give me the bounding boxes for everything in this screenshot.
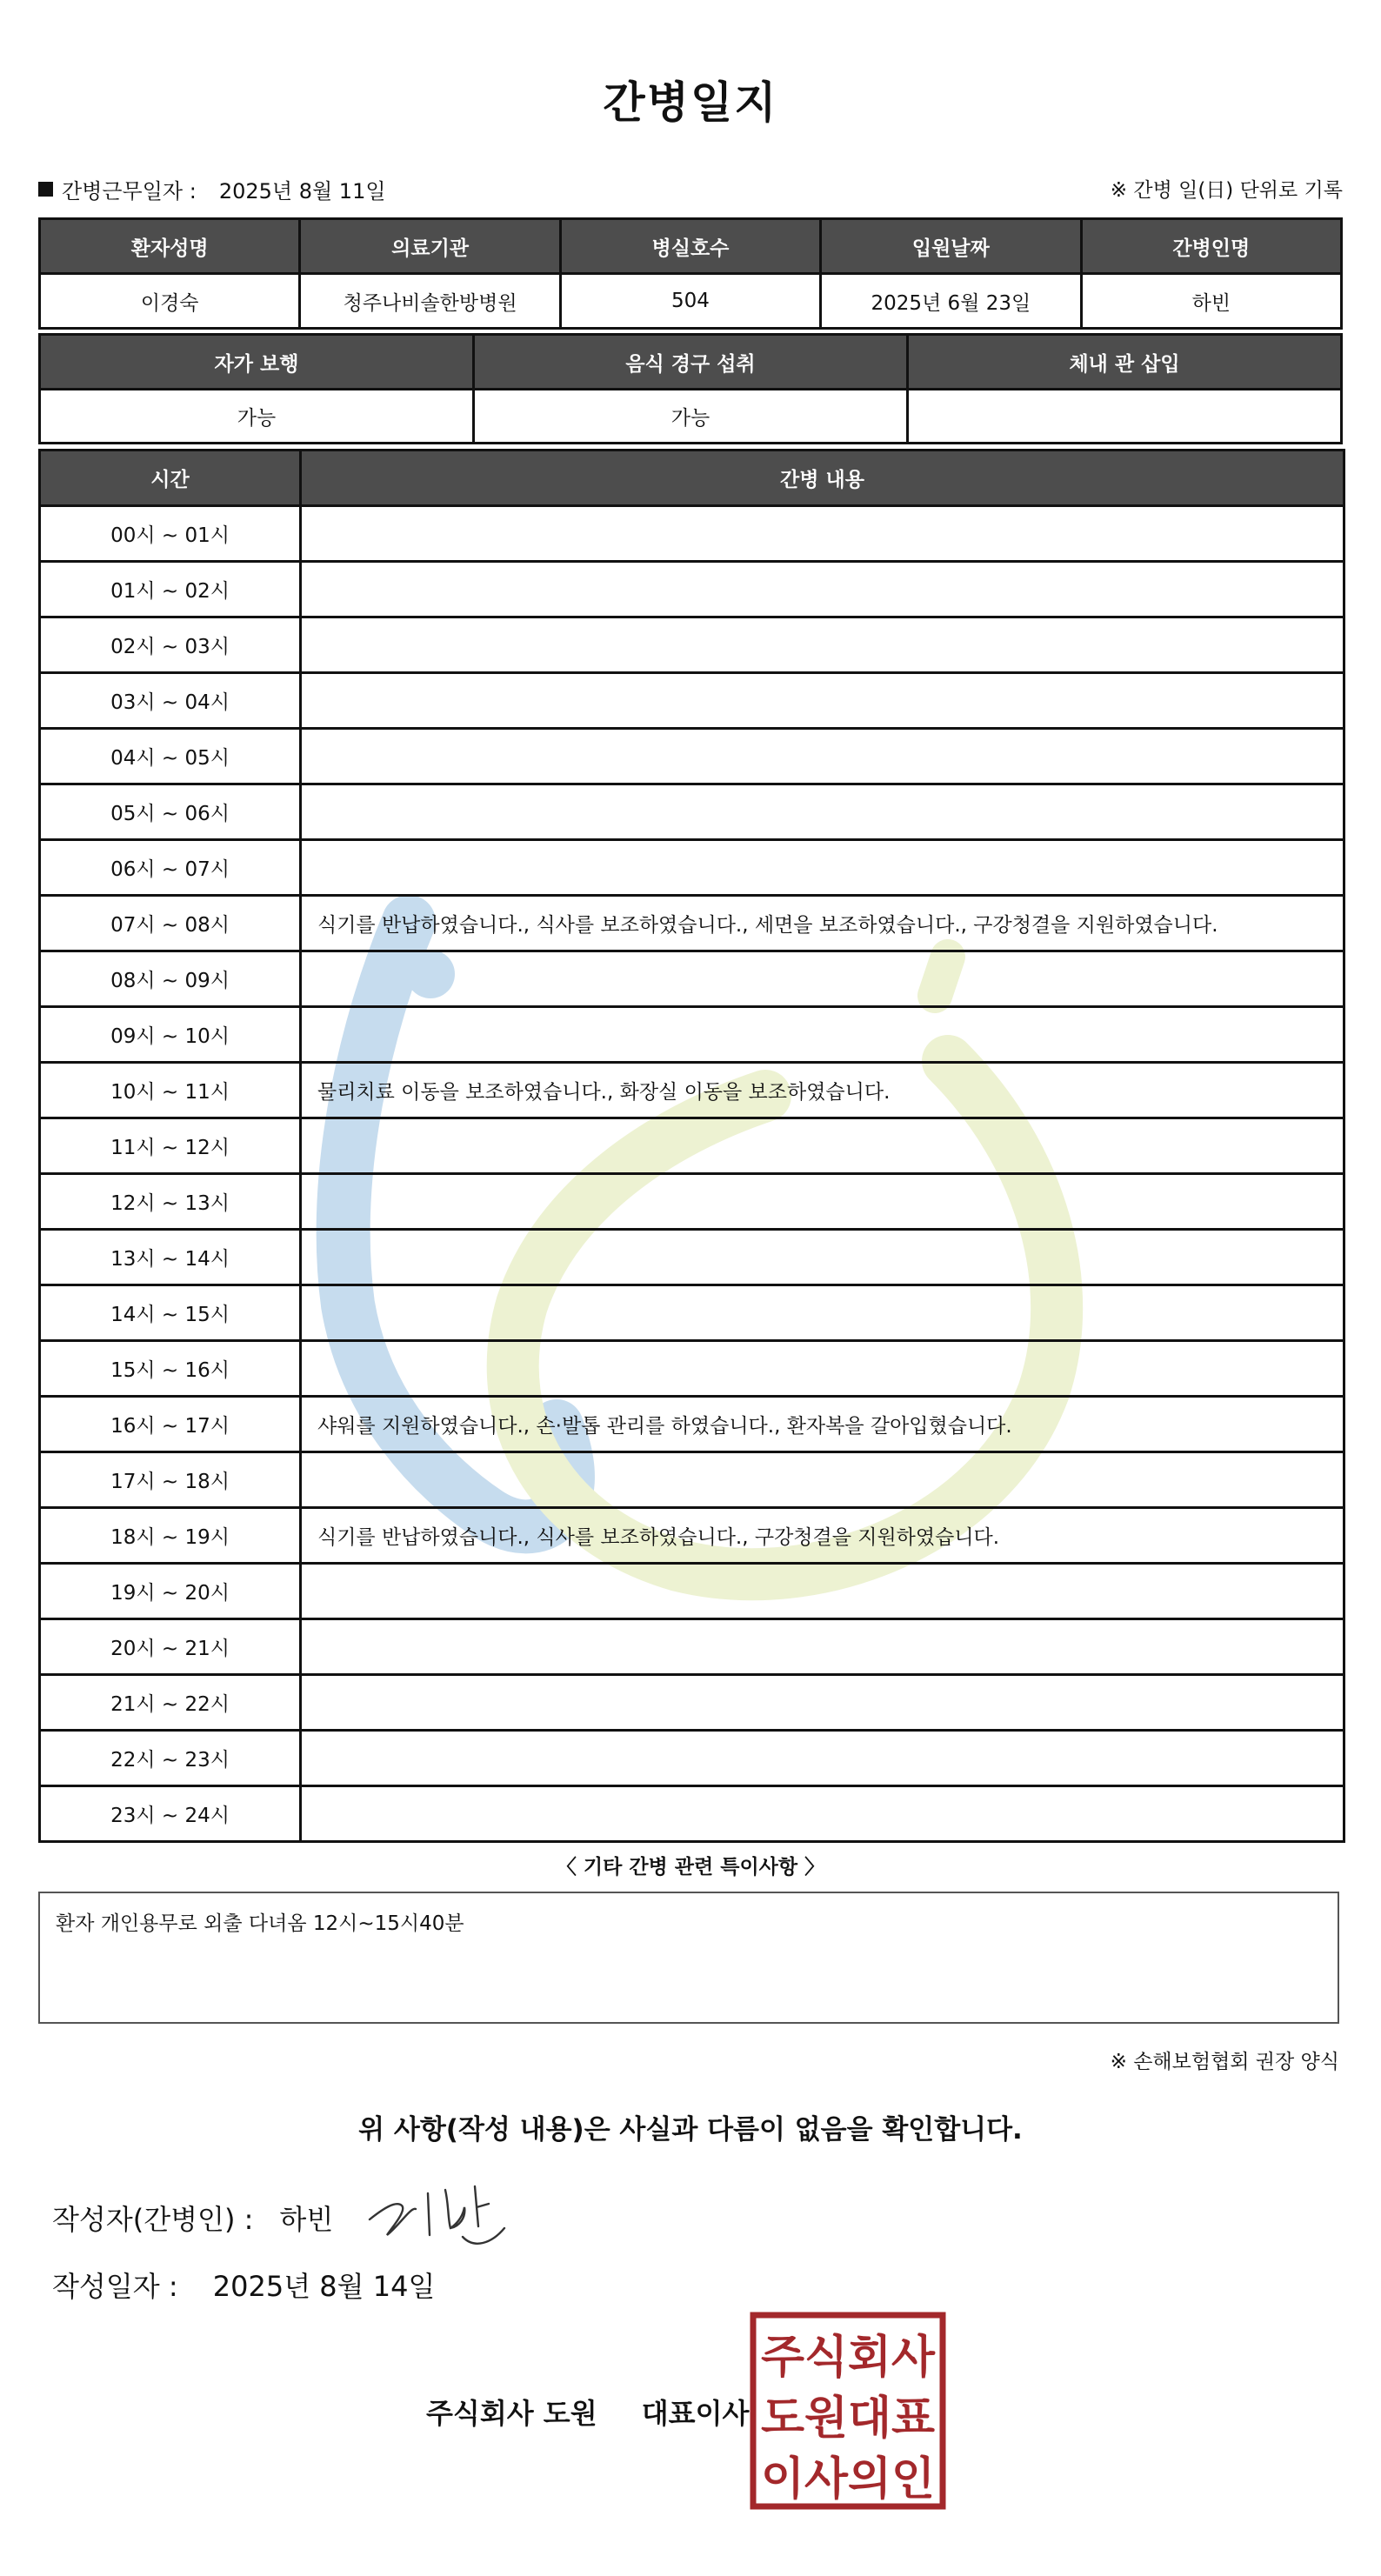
remarks-heading: 〈 기타 간병 관련 특이사항 〉 <box>556 1856 825 1879</box>
care-log-note <box>301 1285 1344 1341</box>
care-log-row <box>40 562 1344 617</box>
care-log-note <box>301 506 1344 562</box>
patient-name: 이경숙 <box>40 274 300 329</box>
care-log-time: 02시 ~ 03시 <box>40 617 301 673</box>
care-log-time: 14시 ~ 15시 <box>40 1285 301 1341</box>
self-walking-value: 가능 <box>40 390 474 444</box>
header-hospital: 의료기관 <box>300 219 560 274</box>
company-role: 대표이사 <box>641 2397 750 2430</box>
care-log-row <box>40 1118 1344 1174</box>
care-log-row <box>40 729 1344 784</box>
care-log-time: 16시 ~ 17시 <box>40 1397 301 1452</box>
patient-status-table <box>38 333 1343 444</box>
care-log-time: 06시 ~ 07시 <box>40 840 301 896</box>
care-log-note <box>301 562 1344 617</box>
care-log-time: 03시 ~ 04시 <box>40 673 301 729</box>
caregiver-name: 하빈 <box>1081 274 1341 329</box>
header-caregiver-name: 간병인명 <box>1081 219 1341 274</box>
care-log-row <box>40 1508 1344 1564</box>
patient-status-header-row <box>40 335 1342 390</box>
header-care-content: 간병 내용 <box>301 450 1344 506</box>
care-log-time: 21시 ~ 22시 <box>40 1675 301 1731</box>
care-log-row <box>40 617 1344 673</box>
care-log-time: 11시 ~ 12시 <box>40 1118 301 1174</box>
care-log-row <box>40 1341 1344 1397</box>
seal-line-2: 도원대표 <box>761 2392 935 2445</box>
patient-info-header-row <box>40 219 1342 274</box>
header-tube-insertion: 체내 관 삽입 <box>908 335 1342 390</box>
care-log-time: 00시 ~ 01시 <box>40 506 301 562</box>
care-log-row <box>40 1619 1344 1675</box>
care-log-row <box>40 896 1344 951</box>
writer-name: 하빈 <box>279 2203 334 2236</box>
care-log-row <box>40 1174 1344 1230</box>
care-log-time: 08시 ~ 09시 <box>40 951 301 1007</box>
care-log-note <box>301 1230 1344 1285</box>
care-log-row <box>40 951 1344 1007</box>
bullet-square-icon <box>38 182 53 197</box>
care-log-time: 15시 ~ 16시 <box>40 1341 301 1397</box>
care-log-body <box>40 506 1344 1842</box>
work-date-label: 간병근무일자 : <box>62 179 197 204</box>
care-log-note <box>301 1341 1344 1397</box>
company-seal-stamp <box>750 2312 946 2510</box>
care-log-note <box>301 1619 1344 1675</box>
unit-note: ※ 간병 일(日) 단위로 기록 <box>1110 179 1343 202</box>
care-log-time: 07시 ~ 08시 <box>40 896 301 951</box>
care-log-row <box>40 1007 1344 1063</box>
company-signature-line <box>426 2392 749 2432</box>
meta-row <box>38 174 1343 209</box>
care-log-row <box>40 1063 1344 1118</box>
care-log-note <box>301 1007 1344 1063</box>
care-log-row <box>40 1731 1344 1786</box>
care-log-row <box>40 1564 1344 1619</box>
care-log-row <box>40 506 1344 562</box>
seal-line-3: 이사의인 <box>761 2453 935 2506</box>
care-log-time: 09시 ~ 10시 <box>40 1007 301 1063</box>
care-log-note <box>301 1118 1344 1174</box>
care-log-row <box>40 673 1344 729</box>
care-log-note: 물리치료 이동을 보조하였습니다., 화장실 이동을 보조하였습니다. <box>301 1063 1344 1118</box>
handwritten-signature <box>365 2174 513 2252</box>
tube-insertion-value <box>908 390 1342 444</box>
care-log-note <box>301 840 1344 896</box>
care-log-note: 식기를 반납하였습니다., 식사를 보조하였습니다., 구강청결을 지원하였습니다. <box>301 1508 1344 1564</box>
header-self-walking: 자가 보행 <box>40 335 474 390</box>
care-log-note: 식기를 반납하였습니다., 식사를 보조하였습니다., 세면을 보조하였습니다., 구강청결을 지원하였습니다. <box>301 896 1344 951</box>
writer-label: 작성자(간병인) : <box>52 2203 254 2236</box>
care-log-time: 01시 ~ 02시 <box>40 562 301 617</box>
care-log-row <box>40 1786 1344 1842</box>
work-date <box>38 174 386 204</box>
care-log-note <box>301 617 1344 673</box>
care-log-row <box>40 784 1344 840</box>
care-log-row <box>40 840 1344 896</box>
care-log-time: 10시 ~ 11시 <box>40 1063 301 1118</box>
care-log-note <box>301 673 1344 729</box>
care-log-note <box>301 1675 1344 1731</box>
care-log-row <box>40 1675 1344 1731</box>
care-log-note <box>301 784 1344 840</box>
care-log-note: 샤워를 지원하였습니다., 손·발톱 관리를 하였습니다., 환자복을 갈아입혔습니다. <box>301 1397 1344 1452</box>
header-patient-name: 환자성명 <box>40 219 300 274</box>
care-log-time: 04시 ~ 05시 <box>40 729 301 784</box>
written-date-value: 2025년 8월 14일 <box>212 2270 436 2303</box>
care-log-time: 22시 ~ 23시 <box>40 1731 301 1786</box>
patient-status-value-row <box>40 390 1342 444</box>
care-log-note <box>301 1174 1344 1230</box>
company-name: 주식회사 도원 <box>426 2397 597 2430</box>
care-log-row <box>40 1285 1344 1341</box>
room-number: 504 <box>560 274 820 329</box>
care-log-header-row <box>40 450 1344 506</box>
care-log-note <box>301 951 1344 1007</box>
written-date-label: 작성일자 : <box>52 2270 178 2303</box>
care-log-note <box>301 1786 1344 1842</box>
confirmation-statement: 위 사항(작성 내용)은 사실과 다름이 없음을 확인합니다. <box>358 2114 1023 2146</box>
care-log-time: 13시 ~ 14시 <box>40 1230 301 1285</box>
care-log-note <box>301 1731 1344 1786</box>
admission-date: 2025년 6월 23일 <box>821 274 1081 329</box>
header-time: 시간 <box>40 450 301 506</box>
care-log-table <box>38 449 1345 1843</box>
header-oral-intake: 음식 경구 섭취 <box>474 335 908 390</box>
care-log-note <box>301 1452 1344 1508</box>
care-log-time: 17시 ~ 18시 <box>40 1452 301 1508</box>
work-date-value: 2025년 8월 11일 <box>218 179 386 204</box>
hospital: 청주나비솔한방병원 <box>300 274 560 329</box>
care-log-time: 12시 ~ 13시 <box>40 1174 301 1230</box>
care-log-time: 18시 ~ 19시 <box>40 1508 301 1564</box>
care-log-row <box>40 1452 1344 1508</box>
care-log-note <box>301 1564 1344 1619</box>
seal-line-1: 주식회사 <box>761 2332 936 2384</box>
page-title: 간병일지 <box>603 77 778 128</box>
care-log-note <box>301 729 1344 784</box>
form-note: ※ 손해보험협회 권장 양식 <box>1110 2051 1339 2073</box>
patient-info-value-row <box>40 274 1342 329</box>
care-log-time: 23시 ~ 24시 <box>40 1786 301 1842</box>
header-admission-date: 입원날짜 <box>821 219 1081 274</box>
patient-info-table <box>38 217 1343 330</box>
oral-intake-value: 가능 <box>474 390 908 444</box>
header-room: 병실호수 <box>560 219 820 274</box>
written-date-row <box>52 2265 435 2305</box>
care-log-time: 19시 ~ 20시 <box>40 1564 301 1619</box>
writer-row <box>52 2198 333 2238</box>
remarks-box: 환자 개인용무로 외출 다녀옴 12시~15시40분 <box>38 1892 1339 2024</box>
care-log-row <box>40 1230 1344 1285</box>
care-log-time: 05시 ~ 06시 <box>40 784 301 840</box>
care-log-time: 20시 ~ 21시 <box>40 1619 301 1675</box>
care-log-row <box>40 1397 1344 1452</box>
